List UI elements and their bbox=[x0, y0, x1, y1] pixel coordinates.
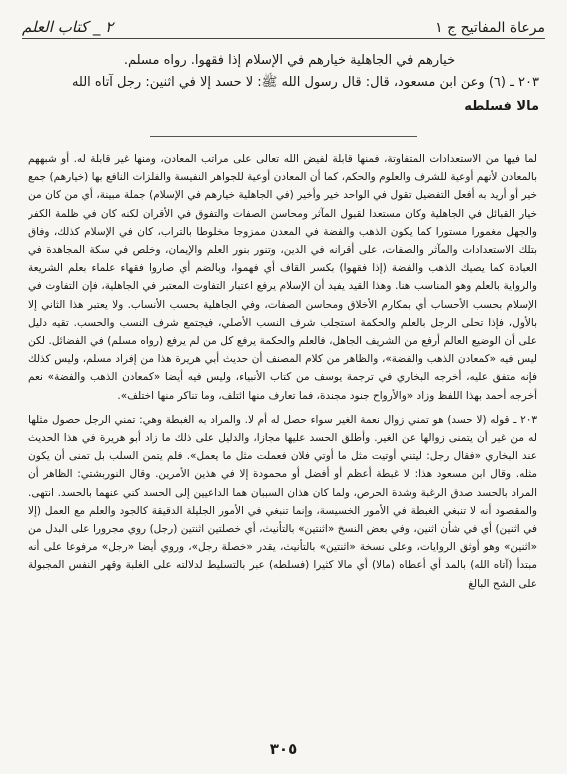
hadith-line-2: ٢٠٣ ـ (٦) وعن ابن مسعود، قال: قال رسول الله ﷺ: لا حسد إلا في اثنين: رجل آتاه الله bbox=[71, 75, 539, 90]
section-divider bbox=[150, 136, 417, 137]
commentary-paragraph-2: ٢٠٣ ـ قوله (لا حسد) هو تمني زوال نعمة الغير سواء حصل له أم لا. والمراد به الغبطة وهي: تمني الرجل حصول مثلها له من غير أن يتمنى زوالها عن الغير. وأطلق الحسد عليها مجازا، والدليل على ذلك ما زاد أبو هريرة في هذا الحديث عند البخاري «فقال رجل: ليتني أوتيت مثل ما أوتي فلان فعملت مثل ما يعمل». فلم يتمن السلب بل تمنى أن يكون مثله. وقال ابن مسعود هذا: لا غبطة أعظم أو أفضل أو محمودة إلا في هذين الأمرين. وقال النوربشتي: الظاهر أن المراد بالحسد صدق الرغبة وشدة الحرص، ولما كان هذان السببان هما الداعيين إلى الحسد كني عنهما بالحسد. انتهى. والمقصود أنه لا تنبغي الغبطة في الأمور الخسيسة، وإنما تنبغي في الأمور الجليلة الدقيقة كالجود والعلم مع العمل (إلا في اثنين) أي في شأن اثنين، وفي بعض النسخ «اثنتين» بالتأنيث، أي خصلتين اثنتين (رجل) روي مجرورا على البدل من «اثنين» وهو أوثق الروايات، وعلى نسخة «اثنتين» بالتأنيث، يقدر «خصلة رجل»، وروي أيضا «رجل» مرفوعا على أنه مبتدأ (آتاه الله) بالمد أي أعطاه (مالا) أي مالا كثيرا (فسلطه) عبر بالتسليط لدلالته على الغلبة وقهر النفس المجبولة على الشح البالغ bbox=[28, 413, 537, 590]
header-book-title: مرعاة المفاتيح ج ١ bbox=[435, 20, 545, 36]
page-header bbox=[22, 6, 545, 39]
hadith-text bbox=[40, 50, 539, 118]
commentary-paragraph-1: لما فيها من الاستعدادات المتفاوتة، فمنها قابلة لفيض الله تعالى على مراتب المعادن، ومنها غير قابلة له. أو شبههم بالمعادن لأنهم أوعية للشرف والعلوم والحكم، كما أن المعادن أوعية للجواهر النفيسة والفلزات النافع بها (خيارهم) جمع خير أو أريد به أفعل التفضيل تقول في الواحد خير وأخير (في الجاهلية خيارهم في الإسلام) جملة مبينة، أي من كان من خيار القبائل في الجاهلية وكان مستعدا لقبول المآثر ومحاسن الصفات والتفوق في الأقران لكنه كان في ظلمة الكفر والجهل مغمورا مستورا كما يكون الذهب والفضة في المعدن ممزوجا مخلوطا بالتراب، كان في الإسلام كذلك، وفاق بتلك الاستعدادات والمآثر والصفات، على أقرانه في الدين، وتنور بنور العلم والإيمان، وخلص في سكة المجاهدة في العبادة كما يصيك الذهب والفضة (إذا فقهوا) بكسر القاف أي فهموا، وبالضم أي صاروا فقهاء علماء بعلم الشريعة والرواية بالعلم وهو المناسب هنا. وهذا القيد يفيد أن الإسلام يرفع اعتبار التفاوت المعتبر في الجاهلية، فإن التفاوت في الإسلام بحسب الأحساب أي بمكارم الأخلاق ومحاسن الصفات، وفي الجاهلية بحسب الأنساب. ولا يعتبر هذا الثاني إلا بالأول، فإذا تحلى الرجل بالعلم والحكمة استجلب شرف النسب الأصلي، فيجتمع شرف النسب والحسب. تقيه دليل على أن الوضيع العالم أرفع من الشريف الجاهل، فالعلم والحكمة يرفع كل من لم يرفع (رواه مسلم) في الفضائل. لكن ليس فيه «كمعادن الذهب والفضة»، والظاهر من كلام المصنف أن حديث أبي هريرة هذا من إفراد مسلم، وليس كذلك فإنه متفق عليه، أخرجه البخاري في ترجمة يوسف من كتاب الأنبياء، وليس فيه أيضا «كمعادن الذهب والفضة» نعم أخرجه أحمد بهذا اللفظ وزاد «والأرواح جنود مجندة، فما تعارف منها ائتلف، وما تناكر منها اختلف». bbox=[28, 153, 537, 402]
page-number: ٣٠٥ bbox=[269, 740, 298, 758]
header-chapter-title: ٢ _ كتاب العلم bbox=[22, 18, 114, 36]
hadith-line-1: خيارهم في الجاهلية خيارهم في الإسلام إذا فقهوا. رواه مسلم. bbox=[123, 53, 456, 68]
hadith-line-3: مالا فسلطه bbox=[464, 99, 539, 114]
commentary-text bbox=[28, 150, 537, 710]
